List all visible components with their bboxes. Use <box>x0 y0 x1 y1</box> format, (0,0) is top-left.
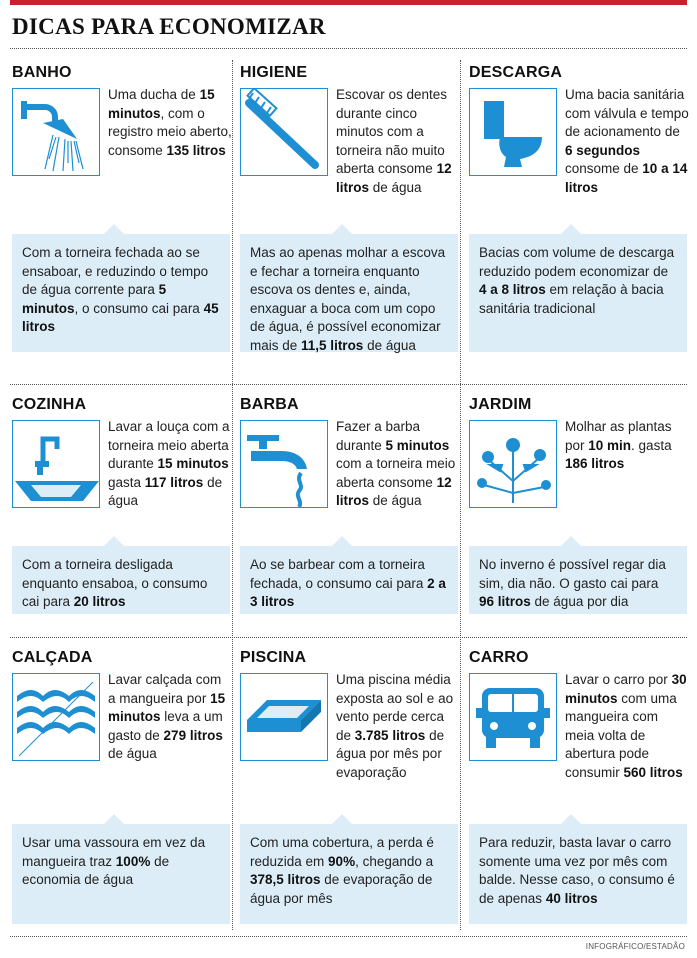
toothbrush-icon <box>240 88 328 176</box>
tip-carro <box>469 643 687 943</box>
highlight-value: 15 minutos <box>108 690 226 724</box>
highlight-value: 40 litros <box>545 890 598 906</box>
highlight-value: 15 minutos <box>108 87 215 121</box>
toilet-icon <box>469 88 557 176</box>
highlight-value: 20 litros <box>73 594 126 609</box>
van-icon <box>469 673 557 761</box>
highlight-value: 3.785 litros <box>354 727 426 743</box>
highlight-value: 5 minutos <box>22 282 167 316</box>
column-divider <box>232 60 233 930</box>
tip-description: Lavar o carro por 30 minutos com uma mangueira com meia volta de abertura pode consumir 560 litros <box>565 672 687 780</box>
highlight-value: 90% <box>328 853 356 869</box>
highlight-value: 30 minutos <box>565 672 687 706</box>
tip-saving-box: Para reduzir, basta lavar o carro somente uma vez por mês com balde. Nesse caso, o consumo é de apenas 40 litros <box>469 824 687 924</box>
highlight-value: 117 litros <box>144 474 204 490</box>
highlight-value: 11,5 litros <box>301 337 364 353</box>
tip-saving-box: Usar uma vassoura em vez da mangueira traz 100% de economia de água <box>12 824 230 924</box>
highlight-value: 100% <box>115 853 151 869</box>
tip-description: Uma ducha de 15 minutos, com o registro meio aberto, consome 135 litros <box>108 87 232 158</box>
tip-saving-box: Mas ao apenas molhar a escova e fechar a torneira enquanto escova os dentes e, ainda, enxaguar a boca com um copo de água, é possível economizar mais de 11,5 litros de água <box>240 234 458 352</box>
tip-saving-box: Com a torneira desligada enquanto ensaboa, o consumo cai para 20 litros <box>12 546 230 614</box>
tip-heading: CARRO <box>469 649 529 666</box>
row-divider <box>10 384 687 385</box>
highlight-value: 135 litros <box>166 142 226 158</box>
tip-heading: BARBA <box>240 396 299 413</box>
tip-heading: CALÇADA <box>12 649 93 666</box>
highlight-value: 45 litros <box>22 300 219 334</box>
shower-icon <box>12 88 100 176</box>
highlight-value: 279 litros <box>163 727 223 743</box>
highlight-value: 12 litros <box>336 474 452 508</box>
plant-icon <box>469 420 557 508</box>
column-divider <box>460 60 461 930</box>
tip-saving-box: Com uma cobertura, a perda é reduzida em 90%, chegando a 378,5 litros de evaporação de água por mês <box>240 824 458 924</box>
highlight-value: 10 a 14 litros <box>565 161 688 195</box>
tip-saving-box: Ao se barbear com a torneira fechada, o consumo cai para 2 a 3 litros <box>240 546 458 614</box>
tip-descarga <box>469 58 687 358</box>
highlight-value: 5 minutos <box>385 437 450 453</box>
tip-banho <box>12 58 230 358</box>
tip-saving-box: No inverno é possível regar dia sim, dia não. O gasto cai para 96 litros de água por dia <box>469 546 687 614</box>
tip-description: Escovar os dentes durante cinco minutos com a torneira não muito aberta consome 12 litros de água <box>336 87 452 195</box>
highlight-value: 4 a 8 litros <box>479 282 546 297</box>
sidewalk-icon <box>12 673 100 761</box>
tip-description: Lavar a louça com a torneira meio aberta durante 15 minutos gasta 117 litros de água <box>108 419 230 508</box>
pool-icon <box>240 673 328 761</box>
tip-saving-box: Bacias com volume de descarga reduzido podem economizar de 4 a 8 litros em relação à bacia sanitária tradicional <box>469 234 687 352</box>
tip-description: Uma bacia sanitária com válvula e tempo de acionamento de 6 segundos consome de 10 a 14 litros <box>565 87 689 195</box>
tip-piscina <box>240 643 458 943</box>
faucet-icon <box>240 420 328 508</box>
tip-heading: BANHO <box>12 64 72 81</box>
highlight-value: 15 minutos <box>157 456 229 471</box>
highlight-value: 96 litros <box>479 594 531 609</box>
credit-line: INFOGRÁFICO/ESTADÃO <box>585 942 685 951</box>
tip-higiene <box>240 58 458 358</box>
tip-description: Uma piscina média exposta ao sol e ao vento perde cerca de 3.785 litros de água por mês por evaporação <box>336 672 454 780</box>
highlight-value: 186 litros <box>565 456 625 471</box>
tip-description: Fazer a barba durante 5 minutos com a torneira meio aberta consome 12 litros de água <box>336 419 456 508</box>
highlight-value: 2 a 3 litros <box>250 575 446 609</box>
tip-heading: PISCINA <box>240 649 307 666</box>
kitchen-sink-icon <box>12 420 100 508</box>
highlight-value: 560 litros <box>623 764 683 780</box>
page-title: DICAS PARA ECONOMIZAR <box>12 14 326 39</box>
tip-heading: COZINHA <box>12 396 87 413</box>
tip-saving-box: Com a torneira fechada ao se ensaboar, e reduzindo o tempo de água corrente para 5 minutos, o consumo cai para 45 litros <box>12 234 230 352</box>
tip-heading: HIGIENE <box>240 64 308 81</box>
tip-calcada <box>12 643 230 943</box>
highlight-value: 378,5 litros <box>250 872 321 887</box>
tip-description: Lavar calçada com a mangueira por 15 minutos leva a um gasto de 279 litros de água <box>108 672 226 761</box>
highlight-value: 6 segundos <box>565 142 641 158</box>
top-accent-bar <box>10 0 687 5</box>
tip-heading: JARDIM <box>469 396 532 413</box>
title-divider <box>10 48 687 49</box>
tip-heading: DESCARGA <box>469 64 563 81</box>
highlight-value: 12 litros <box>336 161 452 195</box>
highlight-value: 10 min <box>588 437 632 453</box>
tip-description: Molhar as plantas por 10 min. gasta 186 litros <box>565 419 672 471</box>
